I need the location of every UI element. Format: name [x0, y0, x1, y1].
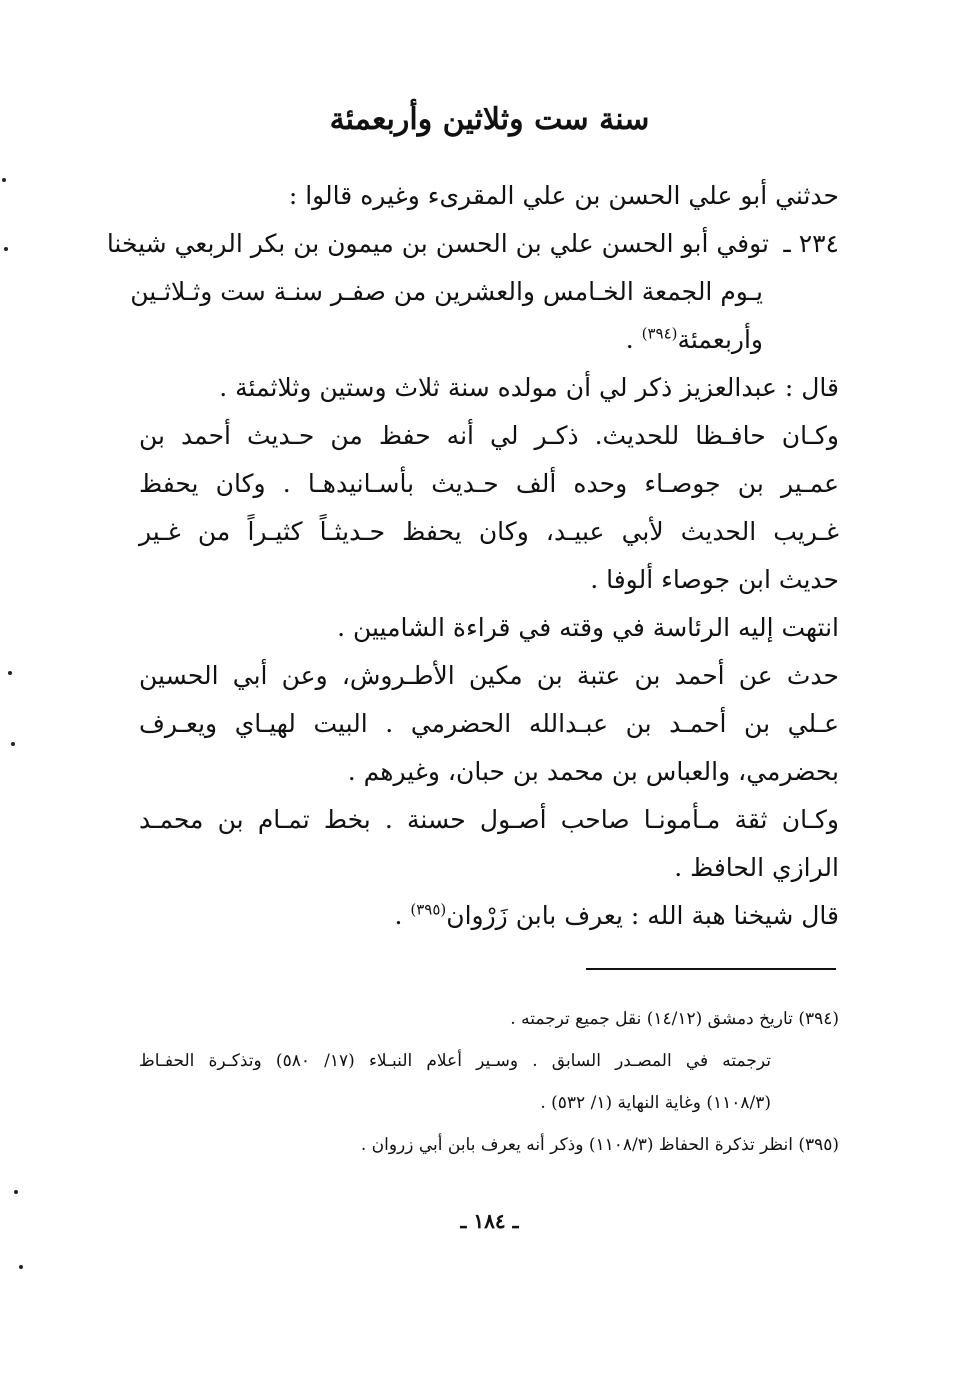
- scan-speck: [19, 1265, 23, 1269]
- closing-line-text: قال شيخنا هبة الله : يعرف بابن زَرْوان: [446, 901, 839, 930]
- intro-line: حدثني أبو علي الحسن بن علي المقرىء وغيره قالوا :: [288, 181, 839, 210]
- scan-speck: [11, 742, 15, 746]
- paragraph-line: الرازي الحافظ .: [674, 853, 839, 882]
- entry-line-trailing: .: [625, 325, 642, 354]
- footnote-394-continued: ترجمته في المصـدر السابق . وسـير أعلام النبـلاء (١٧/ ٥٨٠) وتذكـرة الحفـاظ: [139, 1051, 772, 1071]
- entry-number: ٢٣٤ ـ: [783, 229, 839, 258]
- footnote-394-continued: (١١٠٨/٣) وغاية النهاية (١/ ٥٣٢) .: [540, 1093, 771, 1113]
- paragraph-line: غـريب الحديث لأبي عبيـد، وكان يحفظ حـديثـاً كثيـراً من غـير: [139, 517, 839, 546]
- chapter-title: سنة ست وثلاثين وأربعمئة: [329, 102, 650, 137]
- closing-line-trailing: .: [394, 901, 411, 930]
- paragraph-line: حديث ابن جوصاء ألوفا .: [590, 565, 839, 594]
- closing-line: [139, 892, 839, 940]
- paragraph-line: عـلي بن أحمـد بن عبـدالله الحضرمي . البيت لهيـاي ويعـرف: [139, 709, 839, 738]
- paragraph-line: انتهت إليه الرئاسة في وقته في قراءة الشاميين .: [337, 613, 839, 642]
- paragraph-line: وكـان حافـظا للحديث. ذكـر لي أنه حفظ من حـديث أحمد بن: [139, 421, 839, 450]
- footnotes: [139, 998, 839, 1166]
- entry-line: يـوم الجمعة الخـامس والعشرين من صفـر سنـة ست وثـلاثـين: [130, 277, 763, 306]
- footnote-ref-394[interactable]: (٣٩٤): [641, 324, 678, 343]
- entry-line-text: وأربعمئة: [677, 325, 763, 354]
- scan-speck: [14, 1190, 18, 1194]
- page-number: ـ ١٨٤ ـ: [460, 1209, 519, 1233]
- paragraph-line: بحضرمي، والعباس بن محمد بن حبان، وغيرهم .: [347, 757, 839, 786]
- entry-first-line: [106, 220, 839, 268]
- paragraph-line: وكـان ثقة مـأمونـا صاحب أصـول حسنة . بخط تمـام بن محمـد: [139, 805, 839, 834]
- footnote-ref-395[interactable]: (٣٩٥): [410, 900, 447, 919]
- scan-speck: [4, 247, 8, 251]
- scan-speck: [2, 178, 6, 182]
- footnote-395: (٣٩٥) انظر تذكرة الحفاظ (١١٠٨/٣) وذكر أنه يعرف بابن أبي زروان .: [360, 1135, 839, 1155]
- entry-first-line-text: توفي أبو الحسن علي بن الحسن بن ميمون بن بكر الربعي شيخنا: [106, 229, 769, 258]
- scan-speck: [8, 671, 12, 675]
- entry-line-last: [139, 316, 839, 364]
- footnote-394: (٣٩٤) تاريخ دمشق (١٤/١٢) نقل جميع ترجمته .: [510, 1009, 839, 1029]
- footnote-separator: [586, 968, 836, 970]
- main-text: [106, 172, 839, 940]
- paragraph-line: حدث عن أحمد بن عتبة بن مكين الأطـروش، وعن أبي الحسين: [139, 661, 839, 690]
- paragraph-line: عمـير بن جوصـاء وحده ألف حـديث بأسـانيدهـا . وكان يحفظ: [139, 469, 839, 498]
- paragraph-line: قال : عبدالعزيز ذكر لي أن مولده سنة ثلاث وستين وثلاثمئة .: [219, 373, 839, 402]
